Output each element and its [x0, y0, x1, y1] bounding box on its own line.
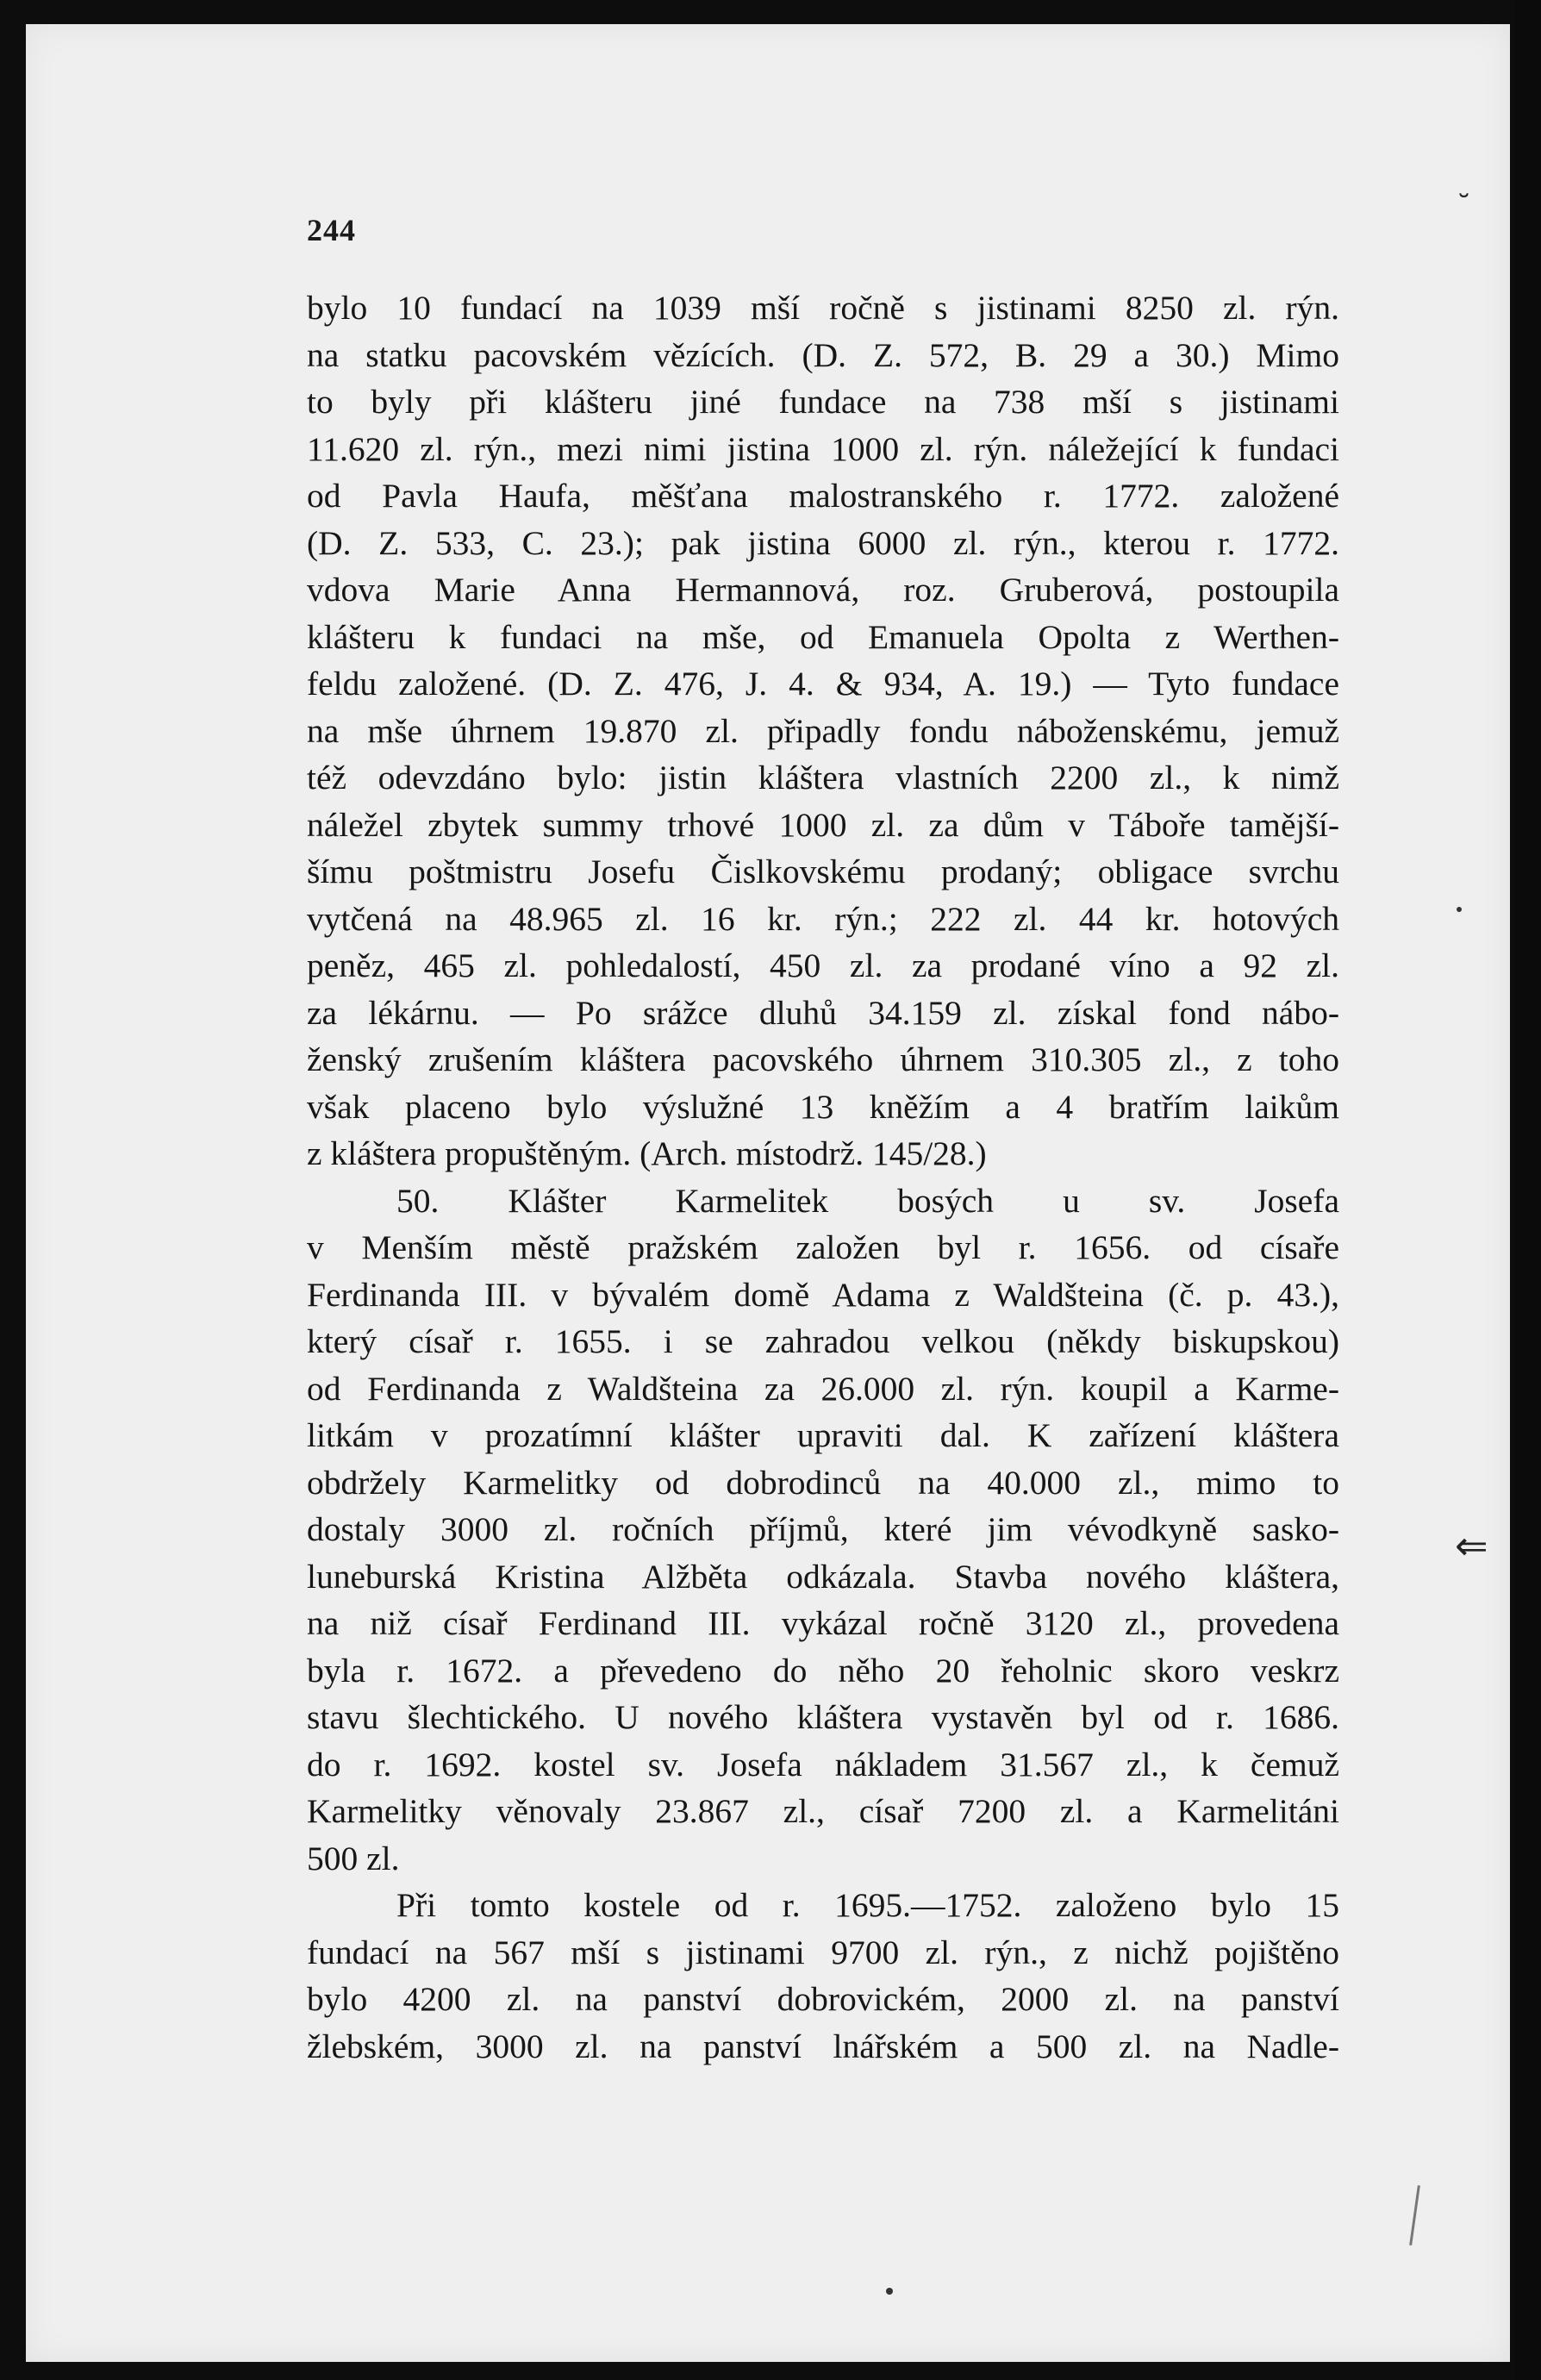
text-line: stavu šlechtického. U nového kláštera vystavěn byl od r. 1686. — [307, 1698, 1339, 1736]
section-heading-line: 50. Klášter Karmelitek bosých u sv. Josefa — [396, 1181, 1339, 1220]
text-line: peněz, 465 zl. pohledalostí, 450 zl. za prodané víno a 92 zl. — [307, 946, 1339, 984]
text-line: šímu poštmistru Josefu Čislkovskému prodaný; obligace svrchu — [307, 853, 1339, 890]
margin-dot — [1457, 907, 1462, 912]
text-line: z kláštera propuštěným. (Arch. místodrž. 145/28.) — [307, 1134, 987, 1172]
page-number: 244 — [307, 213, 356, 247]
text-line: fundací na 567 mší s jistinami 9700 zl. rýn., z nichž pojištěno — [307, 1933, 1339, 1971]
text-line: Karmelitky věnovaly 23.867 zl., císař 7200 zl. a Karmelitáni — [307, 1792, 1339, 1830]
text-line: žlebském, 3000 zl. na panství lnářském a 500 zl. na Nadle- — [307, 2027, 1339, 2065]
text-line: vytčená na 48.965 zl. 16 kr. rýn.; 222 zl. 44 kr. hotových — [307, 899, 1339, 938]
text-line: to byly při klášteru jiné fundace na 738 mší s jistinami — [307, 383, 1339, 421]
text-line: na statku pacovském vězících. (D. Z. 572, B. 29 a 30.) Mimo — [307, 335, 1339, 374]
text-line: 11.620 zl. rýn., mezi nimi jistina 1000 zl. rýn. náležející k fundaci — [307, 429, 1339, 468]
text-line: feldu založené. (D. Z. 476, J. 4. & 934, A. 19.) — Tyto fundace — [307, 665, 1339, 703]
text-line: od Ferdinanda z Waldšteina za 26.000 zl. rýn. koupil a Karme- — [307, 1369, 1339, 1408]
margin-mark: ˘ — [1457, 190, 1471, 224]
text-line: bylo 4200 zl. na panství dobrovickém, 2000 zl. na panství — [307, 1980, 1339, 2018]
text-line: za lékárnu. — Po srážce dluhů 34.159 zl. získal fond nábo- — [307, 993, 1339, 1032]
margin-arrow-mark: ⇐ — [1455, 1522, 1488, 1569]
text-line: do r. 1692. kostel sv. Josefa nákladem 31.567 zl., k čemuž — [307, 1745, 1339, 1783]
text-line: však placeno bylo výslužné 13 kněžím a 4 bratřím laikům — [307, 1087, 1339, 1126]
text-line: též odevzdáno bylo: jistin kláštera vlastních 2200 zl., k nimž — [307, 759, 1339, 796]
text-line: vdova Marie Anna Hermannová, roz. Gruberová, postoupila — [307, 571, 1339, 609]
text-line: na mše úhrnem 19.870 zl. připadly fondu náboženskému, jemuž — [307, 711, 1339, 750]
text-line: litkám v prozatímní klášter upraviti dal. K zařízení kláštera — [307, 1416, 1339, 1454]
text-line: který císař r. 1655. i se zahradou velkou (někdy biskupskou) — [307, 1322, 1339, 1360]
footer-dot — [886, 2288, 893, 2295]
text-line: klášteru k fundaci na mše, od Emanuela Opolta z Werthen- — [307, 617, 1339, 656]
text-line: na niž císař Ferdinand III. vykázal ročně 3120 zl., provedena — [307, 1604, 1339, 1642]
text-line: od Pavla Haufa, měšťana malostranského r. 1772. založené — [307, 477, 1339, 515]
text-line: dostaly 3000 zl. ročních příjmů, které jim vévodkyně sasko- — [307, 1510, 1339, 1548]
paragraph-start-line: Při tomto kostele od r. 1695.—1752. založeno bylo 15 — [396, 1886, 1339, 1924]
text-line: 500 zl. — [307, 1839, 400, 1877]
scan-edge — [1515, 0, 1541, 2380]
text-line: náležel zbytek summy trhové 1000 zl. za dům v Táboře tamější- — [307, 805, 1339, 844]
text-line: obdržely Karmelitky od dobrodinců na 40.000 zl., mimo to — [307, 1463, 1339, 1502]
text-line: Ferdinanda III. v bývalém domě Adama z Waldšteina (č. p. 43.), — [307, 1275, 1339, 1314]
text-line: bylo 10 fundací na 1039 mší ročně s jistinami 8250 zl. rýn. — [307, 289, 1339, 327]
page-text — [307, 284, 1339, 2070]
text-line: ženský zrušením kláštera pacovského úhrnem 310.305 zl., z toho — [307, 1040, 1339, 1078]
text-line: byla r. 1672. a převedeno do něho 20 řeholnic skoro veskrz — [307, 1651, 1339, 1690]
text-line: luneburská Kristina Alžběta odkázala. Stavba nového kláštera, — [307, 1557, 1339, 1596]
text-line: v Menším městě pražském založen byl r. 1656. od císaře — [307, 1228, 1339, 1266]
text-line: (D. Z. 533, C. 23.); pak jistina 6000 zl. rýn., kterou r. 1772. — [307, 523, 1339, 562]
